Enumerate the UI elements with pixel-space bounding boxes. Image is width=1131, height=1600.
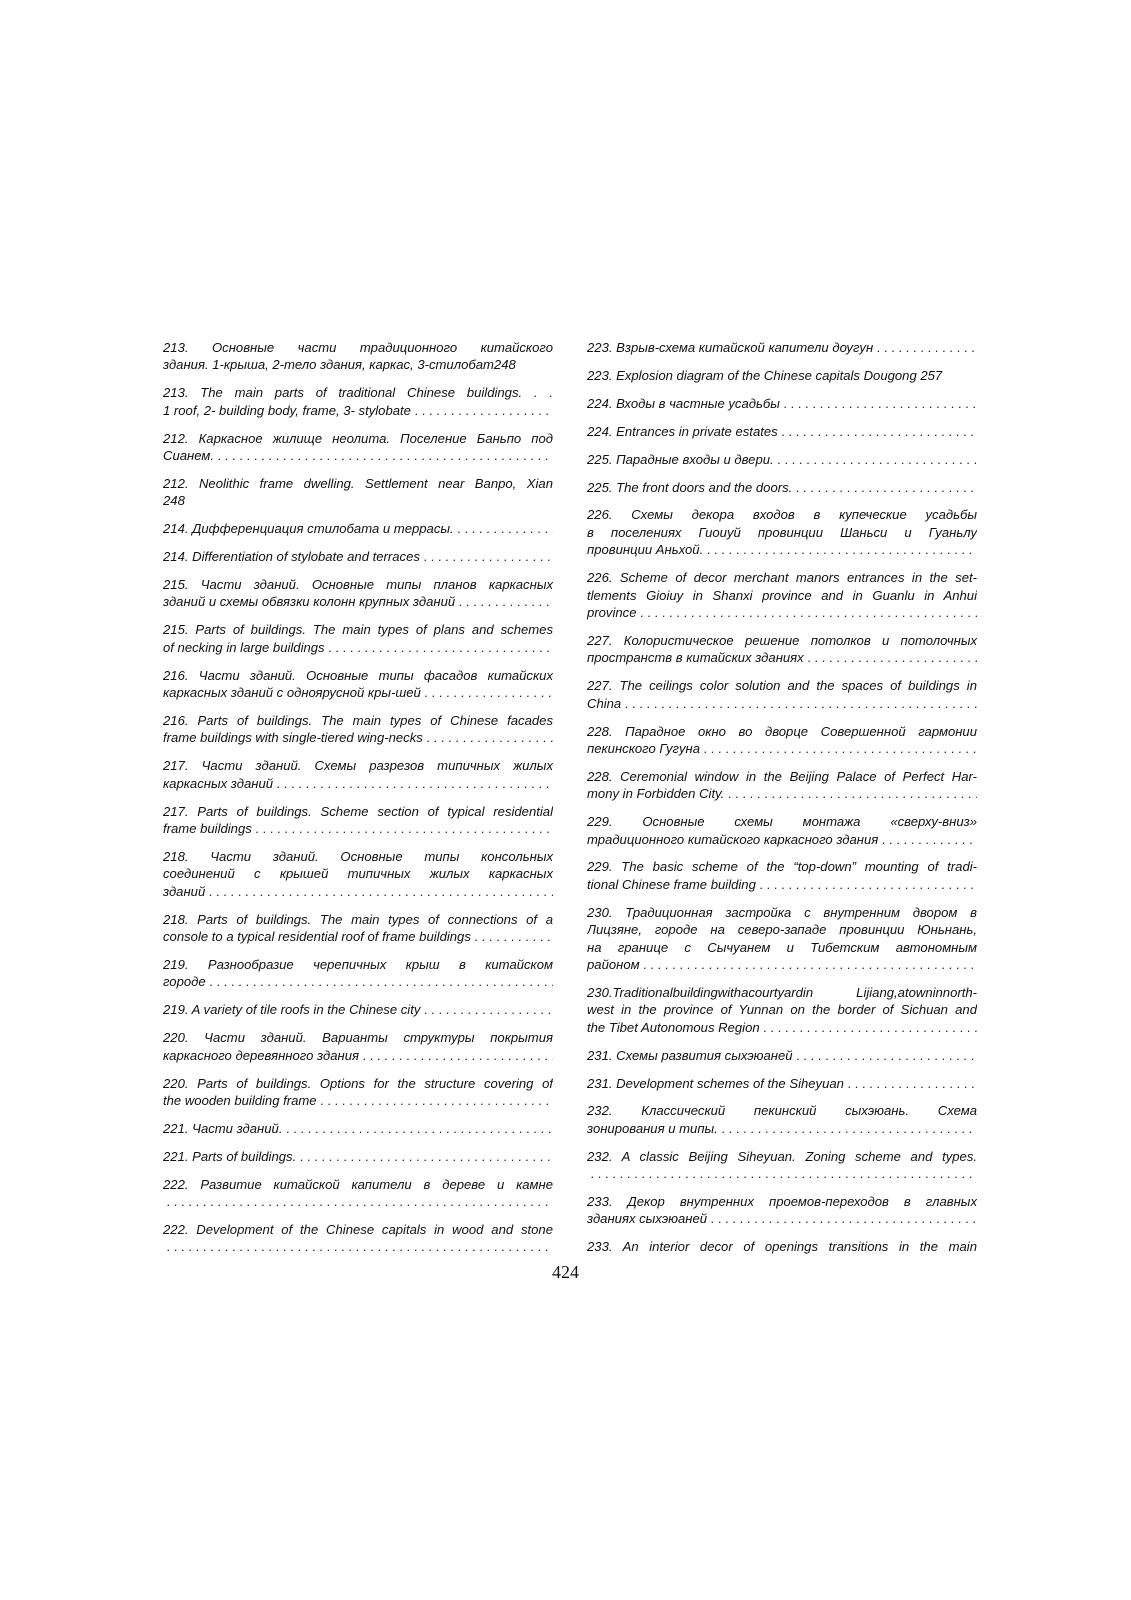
toc-entry-text: console to a typical residential roof of frame buildings [163, 929, 471, 945]
toc-entry [163, 848, 553, 900]
toc-entry-last-line [163, 1092, 553, 1109]
toc-entry [163, 803, 553, 838]
toc-entry-text: зонирования и типы. [587, 1120, 718, 1136]
dot-leader [707, 1211, 977, 1226]
toc-entry-text: 226. Схемы декора входов в купеческие усадьбы [587, 507, 977, 523]
toc-entry-text: Лицзяне, городе на северо-западе провинции Юньнань, [587, 922, 977, 938]
toc-entry [587, 367, 977, 384]
dot-leader [411, 403, 553, 418]
toc-entry-text: of necking in large buildings [163, 639, 325, 655]
toc-entry-text: 248 [163, 493, 185, 509]
toc-entry [163, 339, 553, 374]
toc-entry [587, 677, 977, 712]
toc-entry-last-line [163, 973, 553, 990]
toc-entry-last-line [587, 876, 977, 893]
toc-entry-text: 214. Differentiation of stylobate and terraces [163, 549, 420, 565]
toc-entry-text: зданий [163, 883, 206, 899]
toc-entry-text: зданий и схемы обвязки колонн крупных зданий [163, 594, 456, 610]
toc-entry-text: 224. Входы в частные усадьбы [587, 395, 780, 411]
dot-leader [844, 1076, 977, 1091]
toc-entry-last-line [587, 451, 977, 468]
toc-entry-text: mony in Forbidden City. [587, 786, 725, 802]
toc-entry-text: 225. Парадные входы и двери. [587, 451, 774, 467]
toc-entry-text: 227. Колористическое решение потолков и потолочных [587, 632, 977, 648]
dot-leader [587, 1166, 977, 1181]
toc-entry-text: 231. Схемы развития сыхэюаней [587, 1047, 793, 1063]
toc-entry-last-line [163, 1238, 553, 1255]
dot-leader [205, 884, 553, 899]
toc-entry [587, 1102, 977, 1137]
toc-entry-last-line [163, 928, 553, 945]
toc-entry-text: 216. Части зданий. Основные типы фасадов китайских [163, 667, 553, 683]
toc-entry-text: 222. Развитие китайской капители в дереве и камне [163, 1176, 553, 1192]
page-number: 424 [552, 1262, 579, 1282]
toc-entry [163, 1075, 553, 1110]
toc-entry [163, 520, 553, 537]
toc-entry-last-line [587, 541, 977, 558]
toc-entry-text: 225. The front doors and the doors. [587, 479, 793, 495]
toc-entry-text: frame buildings [163, 821, 252, 837]
toc-entry [163, 576, 553, 611]
toc-entry-last-line [163, 548, 553, 565]
toc-entry-text: 229. The basic scheme of the “top-down” mounting of tradi- [587, 859, 977, 875]
toc-entry-last-line [163, 1047, 553, 1064]
toc-entry-text: tlements Gioiuy in Shanxi province and in Guanlu in Anhui [587, 587, 977, 603]
toc-entry [587, 479, 977, 496]
toc-entry [587, 423, 977, 440]
toc-entry-text: на границе с Сычуанем и Тибетским автономным [587, 939, 977, 955]
toc-entry [163, 1176, 553, 1211]
toc-entry-last-line [163, 1193, 553, 1210]
toc-entry [587, 1075, 977, 1092]
toc-entry-text: province [587, 604, 637, 620]
toc-entry-text: 216. Parts of buildings. The main types of Chinese facades [163, 713, 553, 728]
toc-entry [587, 723, 977, 758]
toc-entry [587, 339, 977, 356]
toc-entry-text: 214. Дифференциация стилобата и террасы. [163, 521, 454, 537]
toc-entry [587, 1193, 977, 1228]
dot-leader [325, 640, 553, 655]
toc-entry-last-line [587, 339, 977, 356]
toc-entry-text: frame buildings with single-tiered wing-necks [163, 730, 423, 746]
toc-entry-text: 232. Классический пекинский сыхэюань. Схема [587, 1103, 977, 1119]
toc-entry-last-line [163, 1148, 553, 1165]
dot-leader [793, 1048, 977, 1063]
toc-entry [163, 911, 553, 946]
toc-entry-last-line [587, 1165, 977, 1182]
toc-entry-last-line [587, 695, 977, 712]
dot-leader [423, 730, 553, 745]
toc-entry-text: 224. Entrances in private estates [587, 423, 778, 439]
toc-entry-text: 223. Explosion diagram of the Chinese capitals Dougong 257 [587, 367, 943, 383]
toc-entry [163, 548, 553, 565]
toc-entry [587, 904, 977, 974]
dot-leader [873, 340, 977, 355]
dot-leader [780, 396, 977, 411]
toc-entry [587, 984, 977, 1036]
toc-entry-text: 219. A variety of tile roofs in the Chinese city [163, 1002, 421, 1018]
toc-entry-text: зданиях сыхэюаней [587, 1211, 708, 1227]
toc-entry-last-line [587, 1210, 977, 1227]
toc-entry-last-line [163, 820, 553, 837]
toc-entry-last-line [163, 402, 553, 419]
toc-entry-text: здания. 1-крыша, 2-тело здания, каркас, 3-стилобат248 [163, 357, 516, 373]
toc-entry [587, 1238, 977, 1255]
toc-entry [163, 430, 553, 465]
toc-entry [587, 858, 977, 893]
toc-entry-text: 233. An interior decor of openings transitions in the main [587, 1239, 977, 1255]
toc-entry-text: 230. Традиционная застройка с внутренним двором в [587, 904, 977, 920]
toc-entry [163, 1001, 553, 1018]
dot-leader [718, 1121, 977, 1136]
toc-entry-text: 218. Части зданий. Основные типы консольных [163, 848, 553, 864]
dot-leader [760, 1020, 977, 1035]
toc-entry [587, 632, 977, 667]
dot-leader [454, 521, 553, 536]
dot-leader [774, 452, 977, 467]
toc-entry [587, 506, 977, 558]
dot-leader [471, 929, 553, 944]
toc-entry-text: 220. Parts of buildings. Options for the structure covering of [163, 1075, 553, 1091]
toc-entry-text: 218. Parts of buildings. The main types of connections of a [163, 911, 553, 927]
toc-entry [163, 712, 553, 747]
dot-leader [724, 786, 977, 801]
toc-entry [587, 768, 977, 803]
toc-entry-last-line [587, 423, 977, 440]
toc-entry [163, 1148, 553, 1165]
dot-leader [163, 1194, 553, 1209]
toc-entry-text: 221. Части зданий. [163, 1120, 283, 1136]
toc-entry-text: 220. Части зданий. Варианты структуры покрытия [163, 1030, 553, 1046]
toc-entry-last-line [163, 593, 553, 610]
toc-entry-text: the wooden building frame [163, 1092, 317, 1108]
toc-entry-text: пекинского Гугуна [587, 740, 700, 756]
dot-leader [804, 650, 977, 665]
dot-leader [273, 776, 553, 791]
toc-entry-last-line [587, 604, 977, 621]
toc-column-right [587, 339, 977, 1266]
toc-entry-text: 233. Декор внутренних проемов-переходов в главных [587, 1194, 977, 1210]
toc-entry [163, 1120, 553, 1137]
toc-entry [163, 1029, 553, 1064]
toc-entry-text: 212. Каркасное жилище неолита. Поселение Баньпо под [163, 430, 553, 446]
toc-entry-last-line [587, 1075, 977, 1092]
toc-entry-text: 228. Парадное окно во дворце Совершенной гармонии [587, 723, 977, 739]
toc-entry-last-line [587, 1120, 977, 1137]
toc-entry-text: west in the province of Yunnan on the border of Sichuan and [587, 1002, 977, 1018]
toc-entry-text: 215. Parts of buildings. The main types of plans and schemes [163, 622, 553, 638]
toc-entry-last-line [163, 639, 553, 656]
toc-entry [587, 569, 977, 621]
toc-entry-text: 232. A classic Beijing Siheyuan. Zoning scheme and types. [587, 1148, 977, 1164]
dot-leader [163, 1239, 553, 1254]
toc-entry-text: 219. Разнообразие черепичных крыш в китайском [163, 956, 553, 972]
toc-entry-text: Сианем. [163, 448, 214, 464]
dot-leader [296, 1149, 553, 1164]
toc-entry-text: 215. Части зданий. Основные типы планов каркасных [163, 577, 553, 593]
toc-entry-text: 226. Scheme of decor merchant manors entrances in the set- [587, 570, 977, 586]
toc-entry-text: 230.Traditionalbuildingwithacourtyardin Lijiang,atowninnorth- [587, 984, 977, 1000]
toc-entry-text: 229. Основные схемы монтажа «сверху-вниз» [587, 814, 977, 830]
toc-entry-last-line [163, 520, 553, 537]
dot-leader [214, 448, 553, 463]
dot-leader [420, 549, 553, 564]
toc-entry-last-line [163, 447, 553, 464]
toc-entry-text: 222. Development of the Chinese capitals in wood and stone [163, 1221, 553, 1237]
toc-column-left [163, 339, 553, 1266]
toc-entry-last-line [163, 1001, 553, 1018]
toc-entry-last-line [163, 729, 553, 746]
dot-leader [420, 1002, 553, 1017]
toc-entry [163, 384, 553, 419]
toc-entry-text: пространств в китайских зданиях [587, 650, 804, 666]
dot-leader [756, 877, 977, 892]
dot-leader [792, 480, 977, 495]
toc-entry-last-line [587, 831, 977, 848]
toc-entry-text: 231. Development schemes of the Siheyuan [587, 1075, 844, 1091]
toc-entry [587, 1148, 977, 1183]
toc-entry [163, 475, 553, 510]
toc-entry-text: традиционного китайского каркасного здания [587, 831, 879, 847]
toc-entry-text: в поселениях Гиоиуй провинции Шаньси и Гуаньлу [587, 524, 977, 540]
toc-entry-text: 221. Parts of buildings. [163, 1148, 297, 1164]
toc-entry-text: городе [163, 974, 206, 990]
toc-entry-text: 223. Взрыв-схема китайской капители доугун [587, 340, 874, 355]
toc-entry [587, 813, 977, 848]
dot-leader [621, 696, 977, 711]
toc-entry [163, 956, 553, 991]
toc-entry-last-line [587, 956, 977, 973]
dot-leader [206, 974, 553, 989]
toc-entry-text: 212. Neolithic frame dwelling. Settlement near Banpo, Xian [163, 475, 553, 491]
dot-leader [700, 741, 977, 756]
toc-entry-last-line [587, 1047, 977, 1064]
dot-leader [455, 594, 553, 609]
toc-entry-text: 227. The ceilings color solution and the spaces of buildings in [587, 678, 977, 694]
toc-entry-text: провинции Аньхой. [587, 542, 704, 558]
toc-entry-text: tional Chinese frame building [587, 876, 756, 892]
toc-entry-last-line [587, 1019, 977, 1036]
toc-entry-text: 1 roof, 2- building body, frame, 3- stylobate [163, 402, 411, 418]
toc-entry [587, 451, 977, 468]
dot-leader [282, 1121, 553, 1136]
toc-entry [163, 621, 553, 656]
toc-entry-text: 213. The main parts of traditional Chinese buildings. . . [163, 385, 553, 401]
toc-entry-text: China [587, 695, 622, 711]
dot-leader [252, 821, 553, 836]
toc-entry-text: 217. Части зданий. Схемы разрезов типичных жилых [163, 758, 553, 774]
dot-leader [359, 1048, 553, 1063]
dot-leader [778, 424, 977, 439]
toc-entry-last-line [163, 775, 553, 792]
toc-entry-last-line [163, 1120, 553, 1137]
dot-leader [878, 832, 977, 847]
toc-entry-last-line [587, 740, 977, 757]
toc-entry-last-line [163, 883, 553, 900]
toc-entry-last-line [587, 785, 977, 802]
toc-entry-text: районом [587, 956, 640, 972]
toc-entry [163, 1221, 553, 1256]
dot-leader [421, 685, 553, 700]
toc-entry-text: каркасного деревянного здания [163, 1047, 359, 1063]
dot-leader [637, 605, 978, 620]
toc-entry-last-line [587, 395, 977, 412]
toc-entry-text: 217. Parts of buildings. Scheme section of typical residential [163, 803, 553, 819]
toc-entry-last-line [587, 649, 977, 666]
toc-entry-text: каркасных зданий [163, 775, 274, 791]
toc-entry-text: 228. Ceremonial window in the Beijing Palace of Perfect Har- [587, 768, 977, 784]
dot-leader [703, 542, 977, 557]
toc-entry-text: the Tibet Autonomous Region [587, 1019, 760, 1035]
toc-entry-last-line [587, 479, 977, 496]
dot-leader [640, 957, 977, 972]
toc-entry-text: каркасных зданий с одноярусной кры-шей [163, 685, 421, 701]
toc-entry-text: соединений с крышей типичных жилых каркасных [163, 866, 553, 882]
toc-entry [587, 395, 977, 412]
toc-entry-last-line [163, 684, 553, 701]
toc-entry [163, 757, 553, 792]
dot-leader [317, 1093, 553, 1108]
toc-entry [163, 667, 553, 702]
toc-entry-text: 213. Основные части традиционного китайского [163, 340, 553, 355]
toc-entry [587, 1047, 977, 1064]
